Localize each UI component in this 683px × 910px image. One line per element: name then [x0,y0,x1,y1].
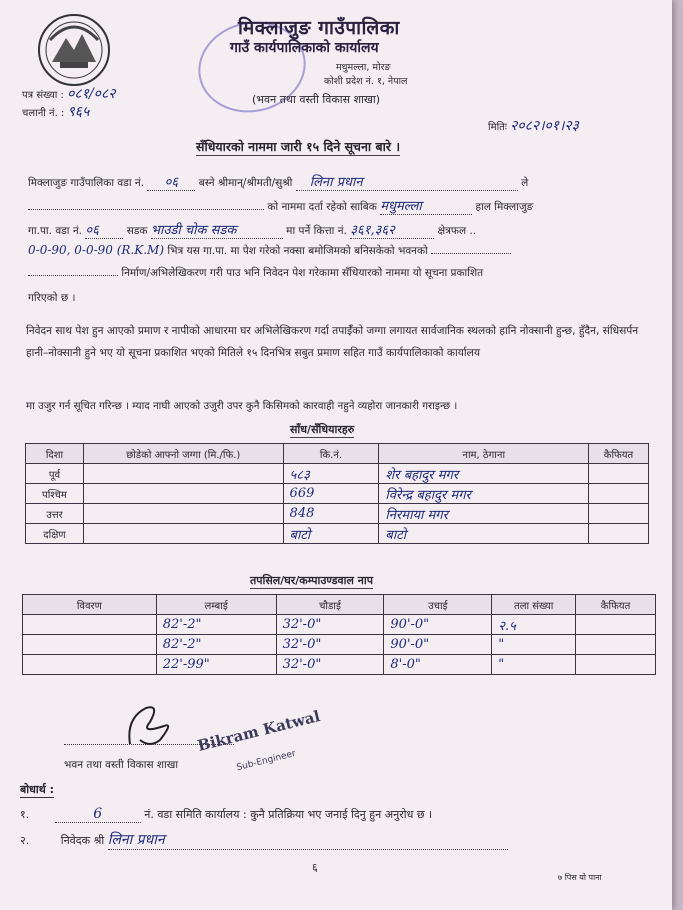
height-cell: 90'-0" [384,635,492,655]
remark-cell [589,464,649,484]
applicant-name-2: लिना प्रधान [108,830,508,850]
desc-cell [23,655,157,675]
letter-number-label: पत्र संख्या : [22,90,64,101]
notes-heading: बोधार्थ : [20,783,55,796]
column-header: लम्बाई [156,595,276,615]
page-number: ६ [312,861,318,874]
left-land-cell [83,524,283,544]
floors-cell: " [492,655,576,675]
text: भित्र यस गा.पा. मा पेश गरेको नक्सा बमोजिमको बनिसकेको भवनको [167,245,428,257]
kitta-number: ३६१,३६२ [350,220,434,239]
ward-number-2: ०६ [85,220,123,239]
left-land-cell [83,484,283,504]
date [488,116,579,135]
remark-cell [589,524,649,544]
table-row [26,524,649,544]
remark-cell [576,635,656,655]
width-cell: 32'-0" [276,615,384,635]
column-header: छोडेको आफ्नो जग्गा (मि./फि.) [83,444,283,464]
text: हाल मिक्लाजुङ [475,201,534,213]
letter-number [22,84,116,103]
land-area: 0-0-90, 0-0-90 (R.K.M) [28,243,165,257]
length-cell: 82'-2" [156,615,276,635]
dispatch-number-label: चलानी नं. : [22,108,65,119]
column-header: नाम, ठेगाना [379,444,589,464]
width-cell: 32'-0" [276,655,384,675]
old-address: मधुमल्ला [380,196,472,215]
text: क्षेत्रफल .. [437,225,477,237]
direction-cell: दक्षिण [26,524,84,544]
note-ward: 6 [55,806,141,823]
remark-cell [589,484,649,504]
column-header: तला संख्या [492,595,576,615]
body-line-4 [28,243,511,258]
left-land-cell [83,504,283,524]
note-number: २. [20,834,30,847]
footer-mark: ७ पिस यो पाना [558,873,602,882]
province: कोशी प्रदेश नं. १, नेपाल [324,76,408,87]
desc-cell [23,615,157,635]
direction-cell: पूर्व [26,464,84,484]
neighbor-name-cell: निरमाया मगर [379,504,589,524]
note-2 [20,830,508,850]
kitta-cell: 848 [283,504,379,524]
signature-title: भवन तथा वस्ती विकास शाखा [64,759,179,771]
note-1 [20,806,432,823]
body-line-2 [28,196,533,215]
text: गा.पा. वडा नं. [28,225,83,237]
dispatch-number [22,102,89,121]
column-header: चौडाई [276,595,384,615]
note-number: १. [20,808,30,821]
engineer-stamp-title: Sub-Engineer [235,748,297,774]
text: मा पर्ने कित्ता नं. [286,225,347,237]
paragraph-2: निवेदन साथ पेश हुन आएको प्रमाण र नापीको आधारमा घर अभिलेखिकरण गर्दा तपाईँको जग्गा लगायत सार्वजानिक स्थलको हानि नोक्सानी हुन्छ, हुँदैन, संधिसर्पन हानी–नोक्सानी हुने भए यो सूचना प्रकाशित भएको मितिले १५ दिनभित्र सबुत प्रमाण सहित गाउँ कार्यपालिकाको कार्यालय [26,325,639,359]
desc-cell [23,635,157,655]
kitta-cell: 669 [283,484,379,504]
date-value: २०८२।०१।२३ [510,118,579,134]
column-header: कि.नं. [283,444,379,464]
column-header: विवरण [23,595,157,615]
note-text: नं. वडा समिति कार्यालय : कुनै प्रतिक्रिया भए जनाई दिनु हुन अनुरोध छ । [144,808,433,821]
floors-cell: " [492,635,576,655]
boundary-heading: साँध/सँधियारहरु [290,423,355,436]
engineer-stamp-name: Bikram Katwal [195,707,322,755]
column-header: कैफियत [576,595,656,615]
text: सडक [126,225,148,237]
note-label: निवेदक श्री [60,834,105,847]
remark-cell [576,615,656,635]
body-line-1 [28,172,528,191]
text: मिक्लाजुङ गाउँपालिका वडा नं. [28,177,145,189]
office-name: गाउँ कार्यपालिकाको कार्यालय [230,40,379,56]
body-line-3 [28,220,476,239]
column-header: कैफियत [589,444,649,464]
height-cell: 8'-0" [384,655,492,675]
kitta-cell: बाटो [283,524,379,544]
length-cell: 82'-2" [156,635,276,655]
address: मधुमल्ला, मोरङ [336,62,391,73]
body-line-5 [28,266,483,280]
neighbor-name-cell: बाटो [379,524,589,544]
table-row [23,615,656,635]
table-row [26,464,649,484]
column-header: दिशा [26,444,84,464]
column-header: उचाई [384,595,492,615]
direction-cell: पश्चिम [26,484,84,504]
remark-cell [576,655,656,675]
text: निर्माण/अभिलेखिकरण गरी पाउ भनि निवेदन पेश गरेकामा सँधियारको नाममा यो सूचना प्रकाशित [121,267,484,279]
body-line-6: गरिएको छ । [28,292,76,304]
subject: सँधियारको नाममा जारी १५ दिने सूचना बारे । [196,139,401,154]
table-header-row [23,595,656,615]
floors-cell: २.५ [492,615,576,635]
applicant-name: लिना प्रधान [296,172,518,191]
text: को नाममा दर्ता रहेको साबिक [267,201,377,213]
width-cell: 32'-0" [276,635,384,655]
signature-icon [120,700,180,750]
kitta-cell: ५८३ [283,464,379,484]
text: बस्ने श्रीमान्/श्रीमती/सुश्री [198,177,293,189]
remark-cell [589,504,649,524]
paragraph-3: मा उजुर गर्न सूचित गरिन्छ । म्याद नाघी आएको उजुरी उपर कुनै किसिमको कारवाही नहुने व्यहोरा जानकारी गराइन्छ । [26,400,458,412]
table-row [23,635,656,655]
neighbor-name-cell: शेर बहादुर मगर [379,464,589,484]
boundary-table [25,443,649,544]
road-name: भाउडी चोक सडक [151,220,283,239]
height-cell: 90'-0" [384,615,492,635]
table-header-row [26,444,649,464]
direction-cell: उत्तर [26,504,84,524]
length-cell: 22'-99" [156,655,276,675]
measure-heading: तपसिल/घर/कम्पाउण्डवाल नाप [250,574,373,587]
municipality-emblem-icon [36,12,112,88]
measure-table [22,594,656,675]
left-land-cell [83,464,283,484]
dispatch-number-value: ९६५ [67,104,90,120]
text: ले [521,177,529,189]
ward-number: ०६ [147,172,195,191]
branch-name: (भवन तथा वस्ती विकास शाखा) [252,93,381,106]
org-name: मिक्लाजुङ गाउँपालिका [238,17,400,39]
table-row [26,484,649,504]
neighbor-name-cell: विरेन्द्र बहादुर मगर [379,484,589,504]
date-label: मितिः [488,122,507,133]
table-row [26,504,649,524]
letter-number-value: ०८१/०८२ [67,86,116,102]
table-row [23,655,656,675]
